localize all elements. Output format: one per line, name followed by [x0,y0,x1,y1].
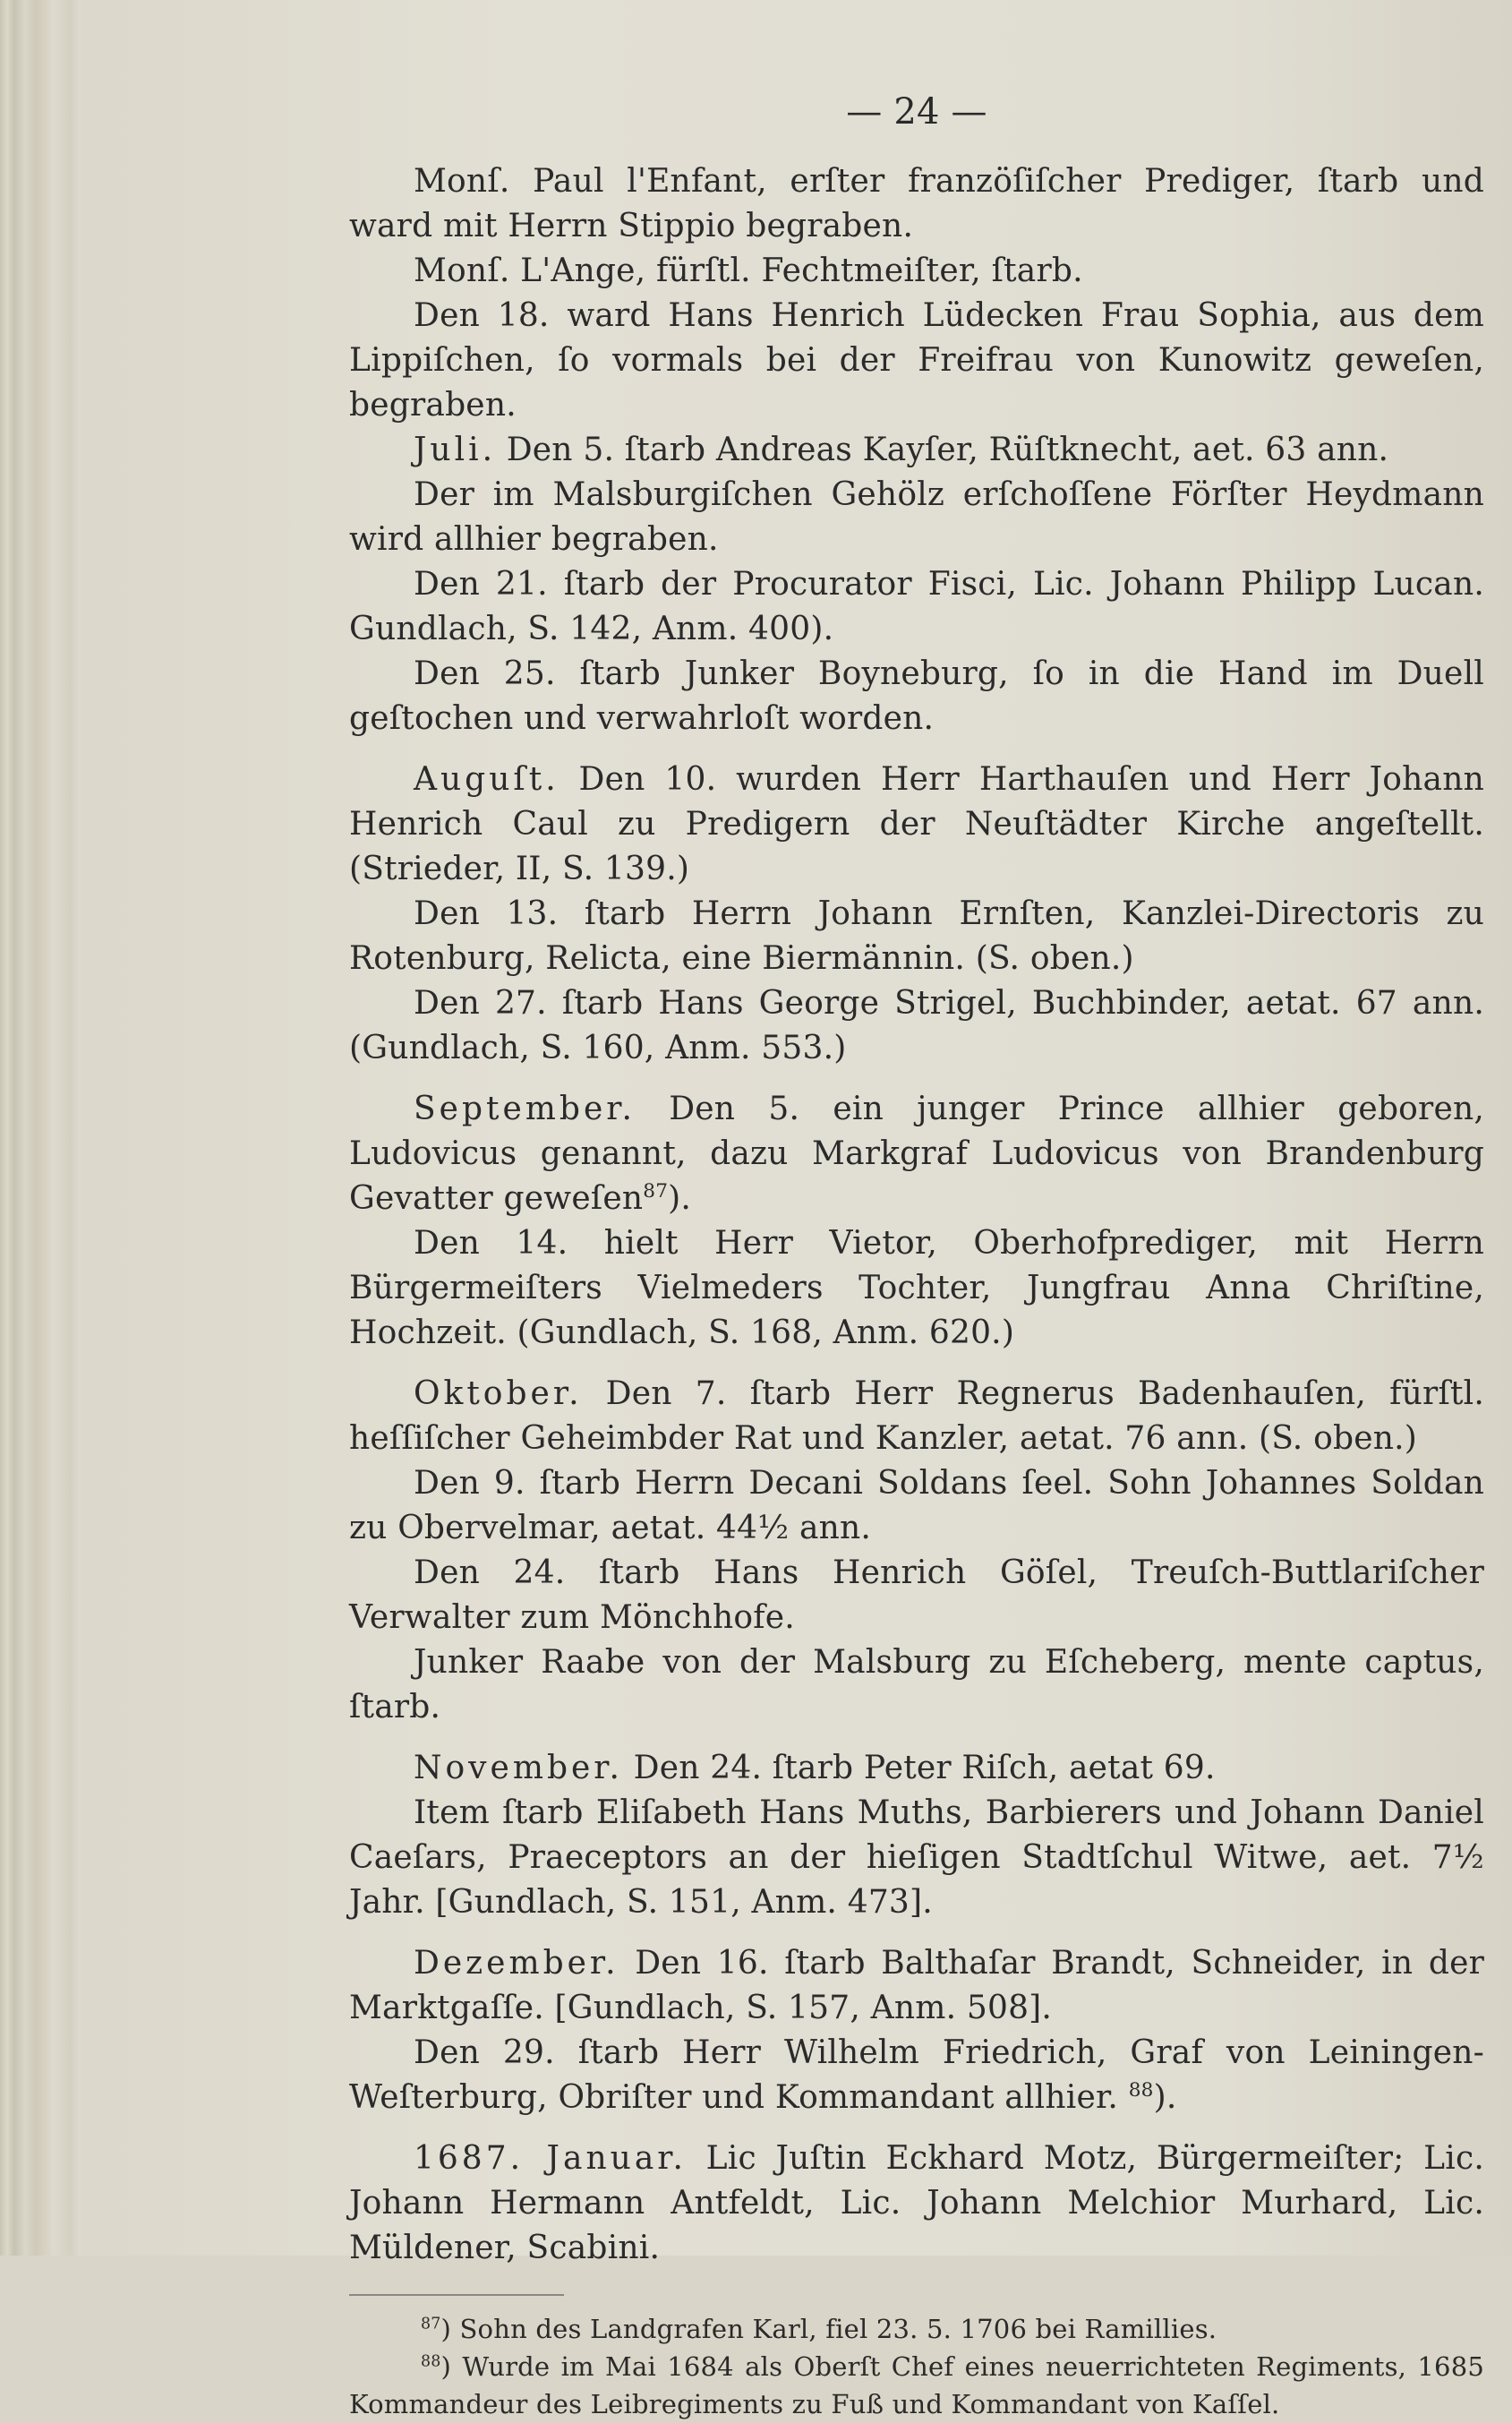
paragraph-text: Monſ. Paul l'Enfant, erſter franzöſiſcher Prediger, ſtarb und ward mit Herrn Stippio begraben. [349,163,1484,244]
footnote-divider [349,2294,564,2296]
paragraph [349,1551,1484,1640]
paragraph-text: Lic Juſtin Eckhard Motz, Bürgermeiſter; Lic. Johann Hermann Antfeldt, Lic. Johann Melchior Murhard, Lic. Müldener, Scabini. [349,2140,1484,2266]
year-month-heading: 1687. Januar. [414,2140,687,2177]
paragraph-text: Den 18. ward Hans Henrich Lüdecken Frau Sophia, aus dem Lippiſchen, ſo vormals bei der Freifrau von Kunowitz geweſen, begraben. [349,297,1484,424]
paragraph-text: Monſ. L'Ange, fürſtl. Fechtmeiſter, ſtarb. [414,253,1083,289]
paragraph-text: Junker Raabe von der Malsburg zu Eſcheberg, mente captus, ſtarb. [349,1644,1484,1725]
footnote-87 [349,2310,1484,2348]
paragraph [349,249,1484,294]
month-heading: Auguſt. [414,761,560,798]
paragraph-month-november [349,1746,1484,1791]
paragraph-text: Den 16. ſtarb Balthaſar Brandt, Schneider, in der Marktgaſſe. [Gundlach, S. 157, Anm. 508]. [349,1945,1484,2026]
paragraph-text: Den 29. ſtarb Herr Wilhelm Friedrich, Graf von Leiningen-Weſterburg, Obriſter und Kommandant allhier. [349,2034,1484,2116]
paragraph [349,981,1484,1071]
footnote-ref-87[interactable]: 87 [643,1180,669,1203]
paragraph [349,2031,1484,2120]
month-heading: Oktober. [414,1375,583,1412]
paragraph-text: Den 21. ſtarb der Procurator Fisci, Lic. Johann Philipp Lucan. Gundlach, S. 142, Anm. 400). [349,566,1484,647]
paragraph-text: Den 9. ſtarb Herrn Decani Soldans ſeel. Sohn Johannes Soldan zu Obervelmar, aetat. 44½ ann. [349,1465,1484,1546]
paragraph-text: Den 27. ſtarb Hans George Strigel, Buchbinder, aetat. 67 ann. (Gundlach, S. 160, Anm. 553.) [349,985,1484,1066]
paragraph [349,1221,1484,1356]
paragraph-text: Den 13. ſtarb Herrn Johann Ernſten, Kanzlei-Directoris zu Rotenburg, Relicta, eine Biermännin. (S. oben.) [349,895,1484,977]
month-heading: Juli. [414,432,497,468]
paragraph-text: Den 14. hielt Herr Vietor, Oberhofprediger, mit Herrn Bürgermeiſters Vielmeders Tochter, Jungfrau Anna Chriſtine, Hochzeit. (Gundlach, S. 168, Anm. 620.) [349,1225,1484,1351]
paragraph-text: Den 7. ſtarb Herr Regnerus Badenhauſen, fürſtl. heſſiſcher Geheimbder Rat und Kanzler, aetat. 76 ann. (S. oben.) [349,1375,1484,1457]
paragraph-text: Den 5. ein junger Prince allhier geboren, Ludovicus genannt, dazu Markgraf Ludovicus von Brandenburg Gevatter geweſen [349,1091,1484,1217]
paragraph [349,1791,1484,1925]
paragraph-month-juli [349,428,1484,473]
paragraph-text: Den 5. ſtarb Andreas Kayſer, Rüſtknecht, aet. 63 ann. [496,432,1389,468]
paragraph-text: Item ſtarb Eliſabeth Hans Muths, Barbierers und Johann Daniel Caeſars, Praeceptors an der hieſigen Stadtſchul Witwe, aet. 7½ Jahr. [Gundlach, S. 151, Anm. 473]. [349,1794,1484,1921]
page-number: — 24 — [846,91,987,133]
paragraph-month-dezember [349,1941,1484,2031]
footnote-text: ) Sohn des Landgrafen Karl, fiel 23. 5. 1706 bei Ramillies. [440,2314,1217,2344]
paragraph-text: Den 24. ſtarb Peter Riſch, aetat 69. [623,1750,1216,1786]
paragraph-text: Den 10. wurden Herr Harthauſen und Herr Johann Henrich Caul zu Predigern der Neuſtädter Kirche angeſtellt. (Strieder, II, S. 139.) [349,761,1484,887]
paragraph-month-oktober [349,1372,1484,1461]
paragraph [349,1640,1484,1730]
month-heading: September. [414,1091,636,1127]
footnote-ref-88[interactable]: 88 [1128,2079,1154,2102]
book-spine-gutter [0,0,81,2256]
paragraph-month-september [349,1087,1484,1221]
book-page [81,0,1512,2419]
paragraph-text: Den 25. ſtarb Junker Boyneburg, ſo in die Hand im Duell geſtochen und verwahrloſt worden. [349,655,1484,737]
footnote-text: ) Wurde im Mai 1684 als Oberſt Chef eines neuerrichteten Regiments, 1685 Kommandeur des Leibregiments zu Fuß und Kommandant von Kaſſel. [349,2351,1484,2419]
paragraph [349,473,1484,562]
paragraph-year-1687 [349,2136,1484,2271]
paragraph [349,1461,1484,1551]
paragraph [349,652,1484,741]
paragraph [349,159,1484,249]
paragraph-text: Den 24. ſtarb Hans Henrich Göſel, Treuſch-Buttlariſcher Verwalter zum Mönchhofe. [349,1554,1484,1636]
footnote-88 [349,2348,1484,2423]
paragraph [349,892,1484,981]
month-heading: November. [414,1750,623,1786]
paragraph-tail: ). [1153,2079,1177,2116]
footnote-marker: 88 [421,2352,441,2371]
page-text-block [349,90,1484,2423]
month-heading: Dezember. [414,1945,619,1982]
paragraph [349,294,1484,428]
footnote-marker: 87 [421,2315,441,2333]
paragraph [349,562,1484,652]
paragraph-month-august [349,758,1484,892]
paragraph-text: Der im Malsburgiſchen Gehölz erſchoſſene Förſter Heydmann wird allhier begraben. [349,476,1484,558]
paragraph-tail: ). [668,1180,692,1217]
